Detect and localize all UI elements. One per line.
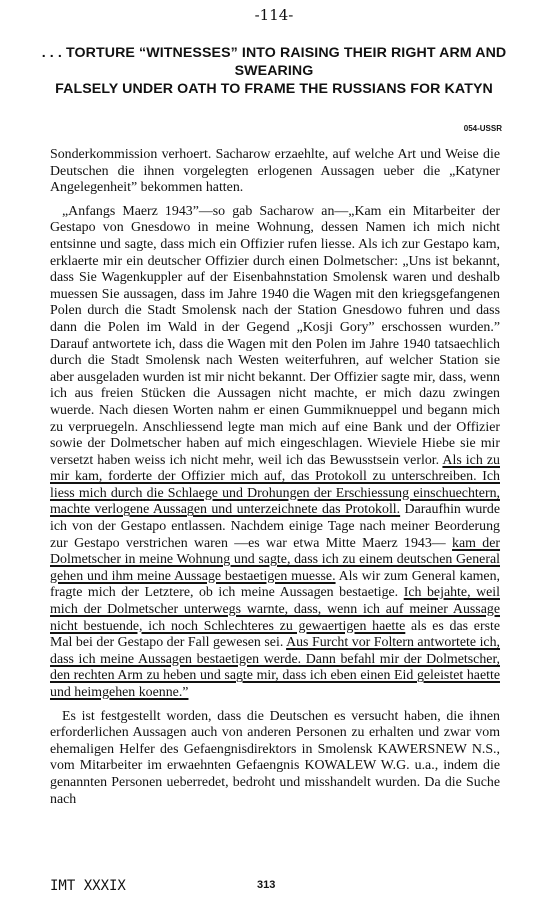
volume-label: IMT XXXIX xyxy=(50,878,126,894)
testimony-text: Daraufhin wurde ich von der Gestapo entlassen. Nachdem einige Tage nach meiner Beorderung zur Gestapo verstrichen waren —es war etwa Mitte Maerz 1943— xyxy=(50,502,500,551)
page-number: -114- xyxy=(254,6,294,24)
headline-line-1: . . . TORTURE “WITNESSES” INTO RAISING THEIR RIGHT ARM AND SWEARING xyxy=(41,45,507,79)
headline-line-2: FALSELY UNDER OATH TO FRAME THE RUSSIANS FOR KATYN xyxy=(55,81,493,97)
document-body xyxy=(50,147,500,815)
paragraph-2 xyxy=(50,204,500,702)
testimony-text: „Anfangs Maerz 1943”—so gab Sacharow an—„Kam ein Mitarbeiter der Gestapo von Gnesdowo in meine Wohnung, dessen Namen ich mich nicht entsinne und sagte, dass mich ein Offizier rufen liesse. Als ich zur Gestapo kam, erklaerte mir ein deutscher Offizier durch einen Dolmetscher: „Uns ist bekannt, dass Sie Wagenkuppler auf der Eisenbahnstation Smolensk waren und deshalb muessen Sie aussagen, dass im Jahre 1940 die Wagen mit den kriegsgefangenen Polen durch die Stadt Smolensk nach der Station Gnesdowo fuhren und dass dann die Polen im Wald in der Gegend „Kosji Gory” erschossen wurden.” Darauf antwortete ich, dass die Wagen mit den Polen im Jahre 1940 tatsaechlich durch die Stadt Smolensk nach Westen weiterfuhren, auf welcher Station sie aber ausgeladen wurden ist mir nicht bekannt. Der Offizier sagte mir, dass, wenn ich aus freien Stücken die Aussagen nicht machte, er mich dazu zwingen wuerde. Nach diesen Worten nahm er einen Gummiknueppel und begann mich zu verpruegeln. Anschliessend legte man mich auf eine Bank und der Offizier sowie der Dolmetscher haben auf mich eingeschlagen. Wieviele Hiebe sie mir versetzt haben weiss ich nicht mehr, weil ich das Bewusstsein verlor. xyxy=(50,203,500,468)
testimony-text: Als wir zum General kamen, fragte mich der Letztere, ob ich meine Aussagen bestaetige. xyxy=(50,568,501,601)
underlined-passage-1: Als ich zu mir kam, forderte der Offizier mich auf, das Protokoll zu unterschreiben. Ich liess mich durch die Schlaege und Drohungen der Erschiessung einschuechtern, machte verlogene Aussagen und unterzeichnete das Protokoll. xyxy=(50,452,500,518)
paragraph-1: Sonderkommission verhoert. Sacharow erzaehlte, auf welche Art und Weise die Deutschen die ihnen vorgelegten erlogenen Aussagen ueber die „Katyner Angelegenheit” bekommen hatten. xyxy=(50,147,500,196)
document-reference: 054-USSR xyxy=(463,124,502,133)
headline xyxy=(6,44,542,98)
underlined-passage-3: Ich bejahte, weil mich der Dolmetscher unterwegs warnte, dass, wenn ich auf meiner Aussage nicht bestuende, ich noch Schlechteres zu gewaertigen haette xyxy=(50,585,500,634)
underlined-passage-2: kam der Dolmetscher in meine Wohnung und sagte, dass ich zu einem deutschen General gehen und ihm meine Aussage bestaetigen muesse. xyxy=(50,535,501,584)
testimony-text: als es das erste Mal bei der Gestapo der Fall gewesen sei. xyxy=(50,618,501,651)
underlined-passage-4: Aus Furcht vor Foltern antwortete ich, dass ich meine Aussagen bestaetigen werde. Dann befahl mir der Dolmetscher, den rechten Arm zu heben und sagte mir, dass ich eben einen Eid geleistet haette und heimgehen koenne.” xyxy=(50,635,501,700)
paragraph-3: Es ist festgestellt worden, dass die Deutschen es versucht haben, die ihnen erforderlichen Aussagen auch von anderen Personen zu erhalten und zwar vom ehemaligen Helfer des Gefaengnisdirektors in Smolensk KAWERSNEW N.S., vom Mitarbeiter im erwaehnten Gefaengnis KOWALEW W.G. u.a., indem die genannten Personen ueberredet, bedroht und misshandelt wurden. Da die Suche nach xyxy=(50,708,500,807)
footer-page-number: 313 xyxy=(257,879,276,891)
